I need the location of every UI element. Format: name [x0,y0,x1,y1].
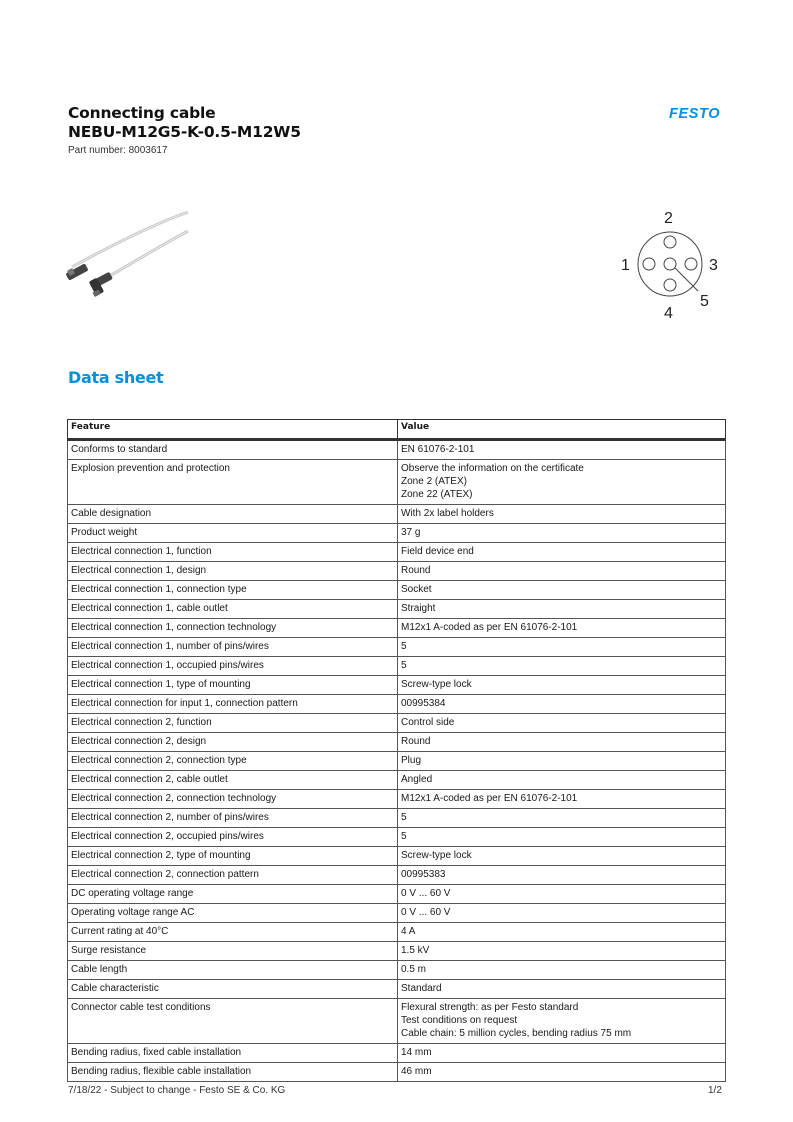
value-line: M12x1 A-coded as per EN 61076-2-101 [401,622,578,633]
feature-cell: Operating voltage range AC [68,904,398,923]
value-cell [398,752,726,771]
value-line: 5 [401,660,407,671]
value-cell [398,440,726,460]
feature-cell: Conforms to standard [68,440,398,460]
feature-cell: Electrical connection 2, design [68,733,398,752]
table-row [68,999,726,1044]
value-line: 0 V ... 60 V [401,888,451,899]
feature-cell: Electrical connection 1, function [68,543,398,562]
feature-cell: Electrical connection 1, design [68,562,398,581]
value-line: 14 mm [401,1047,432,1058]
value-line: 5 [401,641,407,652]
pin-label-3: 3 [709,257,718,274]
value-cell [398,771,726,790]
pin-label-1: 1 [621,257,630,274]
table-row [68,562,726,581]
value-cell [398,600,726,619]
value-cell [398,828,726,847]
feature-cell: Bending radius, fixed cable installation [68,1044,398,1063]
value-line: Standard [401,983,442,994]
value-line: Screw-type lock [401,679,472,690]
value-cell [398,562,726,581]
value-line: Round [401,736,431,747]
page-number: 1/2 [708,1085,722,1096]
value-line: Flexural strength: as per Festo standard [401,1002,579,1013]
pin-label-4: 4 [664,305,673,322]
value-cell [398,676,726,695]
table-row [68,600,726,619]
value-line: Control side [401,717,455,728]
value-cell [398,505,726,524]
value-cell [398,695,726,714]
part-number: Part number: 8003617 [68,145,168,156]
column-header-feature: Feature [68,420,398,440]
table-row [68,942,726,961]
table-row [68,505,726,524]
table-row [68,809,726,828]
feature-cell: Electrical connection 1, connection technology [68,619,398,638]
value-cell [398,904,726,923]
value-cell [398,790,726,809]
value-line: Socket [401,584,432,595]
value-cell [398,714,726,733]
value-line: Screw-type lock [401,850,472,861]
feature-cell: Electrical connection 2, function [68,714,398,733]
product-title: Connecting cable [68,104,216,122]
table-body [68,440,726,1082]
value-line: With 2x label holders [401,508,494,519]
feature-cell: Electrical connection 1, occupied pins/wires [68,657,398,676]
value-line: Plug [401,755,422,766]
feature-cell: Explosion prevention and protection [68,460,398,505]
value-cell [398,619,726,638]
feature-cell: Current rating at 40°C [68,923,398,942]
feature-cell: Electrical connection 2, type of mounting [68,847,398,866]
table-header-row [68,420,726,440]
pin-label-5: 5 [700,293,709,310]
value-line: Test conditions on request [401,1015,518,1026]
feature-cell: Connector cable test conditions [68,999,398,1044]
value-cell [398,809,726,828]
value-line: 5 [401,831,407,842]
value-cell [398,657,726,676]
feature-cell: Electrical connection 2, occupied pins/wires [68,828,398,847]
value-line: Observe the information on the certificate [401,463,584,474]
feature-cell: Cable length [68,961,398,980]
cable-product-image [62,205,192,300]
festo-logo: FESTO [669,106,721,122]
value-cell [398,638,726,657]
table-row [68,440,726,460]
column-header-value: Value [398,420,726,440]
value-cell [398,923,726,942]
table-row [68,904,726,923]
footer-text: 7/18/22 - Subject to change - Festo SE & Co. KG [68,1085,286,1096]
value-line: 0 V ... 60 V [401,907,451,918]
value-cell [398,942,726,961]
value-line: EN 61076-2-101 [401,444,475,455]
value-cell [398,524,726,543]
feature-cell: Electrical connection 1, connection type [68,581,398,600]
value-cell [398,543,726,562]
value-cell [398,961,726,980]
value-line: Field device end [401,546,474,557]
value-cell [398,1063,726,1082]
value-line: 1.5 kV [401,945,430,956]
feature-cell: Electrical connection for input 1, connection pattern [68,695,398,714]
value-line: 46 mm [401,1066,432,1077]
feature-cell: Electrical connection 2, connection technology [68,790,398,809]
value-cell [398,1044,726,1063]
feature-cell: Electrical connection 1, type of mounting [68,676,398,695]
product-model: NEBU-M12G5-K-0.5-M12W5 [68,123,301,141]
table-row [68,638,726,657]
value-line: Cable chain: 5 million cycles, bending radius 75 mm [401,1028,632,1039]
feature-cell: Electrical connection 2, cable outlet [68,771,398,790]
table-row [68,460,726,505]
value-line: 00995384 [401,698,446,709]
value-line: Round [401,565,431,576]
table-row [68,543,726,562]
value-line: 0.5 m [401,964,427,975]
table-row [68,657,726,676]
feature-cell: Product weight [68,524,398,543]
feature-cell: Cable designation [68,505,398,524]
table-row [68,961,726,980]
data-sheet-table [67,419,726,1082]
value-cell [398,885,726,904]
table-row [68,866,726,885]
table-row [68,695,726,714]
value-cell [398,847,726,866]
table-row [68,676,726,695]
table-row [68,847,726,866]
value-line: Zone 22 (ATEX) [401,489,473,500]
feature-cell: Electrical connection 1, cable outlet [68,600,398,619]
table-row [68,733,726,752]
feature-cell: Surge resistance [68,942,398,961]
table-row [68,828,726,847]
feature-cell: Electrical connection 2, connection type [68,752,398,771]
value-cell [398,460,726,505]
pin-label-2: 2 [664,210,673,227]
feature-cell: Cable characteristic [68,980,398,999]
feature-cell: Electrical connection 2, connection pattern [68,866,398,885]
table-row [68,752,726,771]
value-cell [398,980,726,999]
feature-cell: Electrical connection 2, number of pins/wires [68,809,398,828]
table-row [68,524,726,543]
table-row [68,581,726,600]
table-row [68,714,726,733]
value-cell [398,999,726,1044]
table-row [68,885,726,904]
feature-cell: Bending radius, flexible cable installation [68,1063,398,1082]
value-cell [398,581,726,600]
section-title: Data sheet [68,368,164,387]
value-line: M12x1 A-coded as per EN 61076-2-101 [401,793,578,804]
value-line: 00995383 [401,869,446,880]
table-row [68,1063,726,1082]
value-line: 4 A [401,926,416,937]
value-line: 5 [401,812,407,823]
title-block [68,104,301,158]
table-row [68,619,726,638]
value-cell [398,866,726,885]
feature-cell: Electrical connection 1, number of pins/wires [68,638,398,657]
feature-cell: DC operating voltage range [68,885,398,904]
value-cell [398,733,726,752]
pin-assignment-diagram [612,203,732,328]
value-line: Angled [401,774,433,785]
value-line: Zone 2 (ATEX) [401,476,467,487]
value-line: 37 g [401,527,421,538]
table-row [68,790,726,809]
table-row [68,771,726,790]
table-row [68,980,726,999]
table-row [68,1044,726,1063]
table-row [68,923,726,942]
value-line: Straight [401,603,436,614]
